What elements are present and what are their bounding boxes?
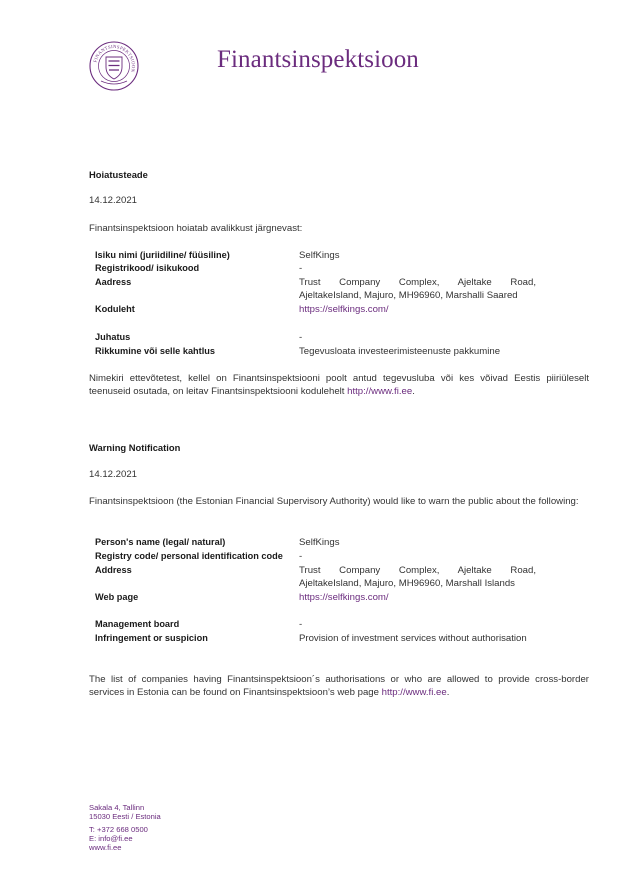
value-person-name: SelfKings: [299, 250, 340, 261]
label-infringement: Infringement or suspicion: [95, 633, 208, 643]
label-registry-code: Registrikood/ isikukood: [95, 263, 200, 273]
note-et: [89, 372, 589, 399]
link-webpage[interactable]: https://selfkings.com/: [299, 304, 389, 315]
footer-email[interactable]: E: info@fi.ee: [89, 834, 133, 843]
label-infringement: Rikkumine või selle kahtlus: [95, 346, 215, 356]
intro-en: Finantsinspektsioon (the Estonian Financial Supervisory Authority) would like to warn the public about the following:: [89, 496, 579, 507]
value-management: -: [299, 619, 303, 630]
note-en: [89, 673, 589, 700]
value-address: Trust Company Complex, Ajeltake Road, AjeltakeIsland, Majuro, MH96960, Marshall Islands: [299, 565, 536, 590]
note-end: .: [412, 386, 415, 398]
label-person-name: Isiku nimi (juriidiline/ füüsiline): [95, 250, 230, 260]
note-end: .: [446, 687, 450, 699]
fi-website-link[interactable]: http://www.fi.ee: [381, 687, 447, 699]
date-en: 14.12.2021: [89, 469, 138, 480]
seal-logo-icon: [89, 41, 139, 91]
label-address: Address: [95, 565, 132, 575]
label-webpage: Koduleht: [95, 304, 135, 314]
label-person-name: Person's name (legal/ natural): [95, 537, 226, 547]
value-person-name: SelfKings: [299, 537, 340, 548]
note-text: The list of companies having Finantsinspektsioon´s authorisations or who are allowed to provide cross-border services in Estonia can be found on Finantsinspektsioon’s web page: [89, 674, 589, 699]
section-title-et: Hoiatusteade: [89, 169, 148, 180]
footer-postal: 15030 Eesti / Estonia: [89, 812, 161, 821]
section-title-en: Warning Notification: [89, 442, 181, 453]
intro-et: Finantsinspektsioon hoiatab avalikkust järgnevast:: [89, 223, 303, 234]
fi-website-link[interactable]: http://www.fi.ee: [347, 386, 413, 398]
brand-wordmark: Finantsinspektsioon: [217, 46, 419, 73]
date-et: 14.12.2021: [89, 195, 138, 206]
label-address: Aadress: [95, 277, 132, 287]
value-infringement: Tegevusloata investeerimisteenuste pakkumine: [299, 346, 501, 357]
value-registry-code: -: [299, 263, 303, 274]
label-registry-code: Registry code/ personal identification code: [95, 551, 283, 561]
value-management: -: [299, 332, 303, 343]
link-webpage[interactable]: https://selfkings.com/: [299, 592, 389, 603]
footer-web[interactable]: www.fi.ee: [89, 843, 122, 852]
label-management: Juhatus: [95, 332, 131, 342]
note-text: Nimekiri ettevõtetest, kellel on Finantsinspektsiooni poolt antud tegevusluba või kes võivad Eestis piiriüleselt teenuseid osutada, on leitav Finantsinspektsiooni kodulehelt: [89, 373, 589, 398]
label-management: Management board: [95, 619, 180, 629]
footer-phone: T: +372 668 0500: [89, 825, 148, 834]
value-registry-code: -: [299, 551, 303, 562]
value-infringement: Provision of investment services without authorisation: [299, 633, 527, 644]
label-webpage: Web page: [95, 592, 139, 602]
svg-text:FINANTSINSPEKTSIOON: FINANTSINSPEKTSIOON: [92, 43, 137, 74]
value-address: Trust Company Complex, Ajeltake Road, AjeltakeIsland, Majuro, MH96960, Marshalli Saared: [299, 277, 536, 302]
footer-street: Sakala 4, Tallinn: [89, 803, 145, 812]
